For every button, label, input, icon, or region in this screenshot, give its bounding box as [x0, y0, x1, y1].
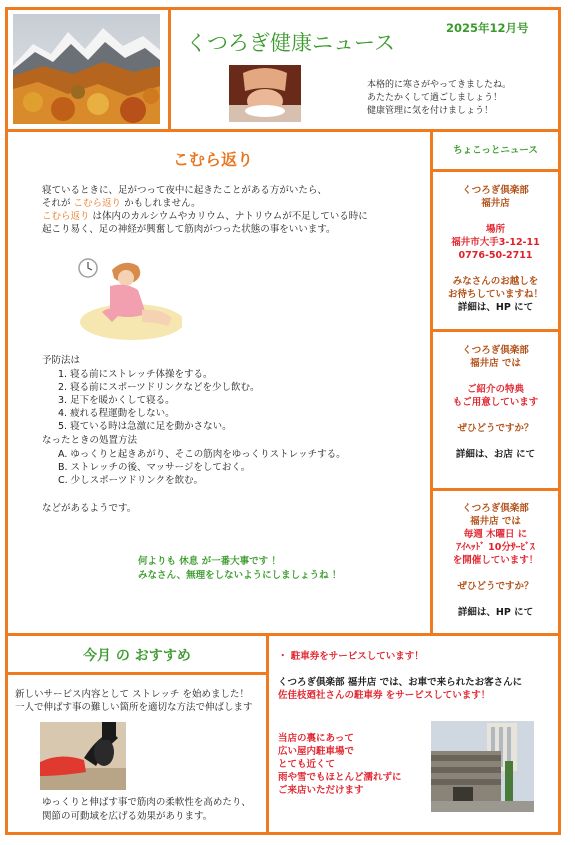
box3-line-3: を開催しています！ — [452, 555, 539, 566]
box1-detail: 詳細は、HP にて — [457, 302, 534, 313]
intro-line-2: それが こむら返り かもしれません。 — [42, 198, 201, 209]
issue-date: 2025年12月号 — [446, 21, 529, 35]
parking-line-2: 佐佳枝廼社さんの駐車券 をサービスしています！ — [278, 690, 491, 701]
treatment-title: なったときの処置方法 — [42, 435, 138, 446]
box3-line-1: 毎週 木曜日 に — [463, 529, 528, 540]
facial-massage-photo — [229, 65, 301, 122]
box1-welcome-1: みなさんのお越しを — [452, 276, 539, 287]
message-line-1: 何よりも 休息 が一番大事です ！ — [138, 556, 281, 567]
autumn-mountain-photo — [13, 14, 160, 124]
greeting-line-3: 健康管理に気を付けましょう！ — [367, 106, 494, 116]
effect-line-1: ゆっくりと伸ばす事で筋肉の柔軟性を高めたり、 — [42, 797, 251, 808]
box1-shop-branch: 福井店 — [481, 198, 510, 209]
prevention-item-3: 3. 足下を暖かくして寝る。 — [58, 395, 175, 406]
recommend-line-1: 新しいサービス内容として ストレッチ を始めました！ — [15, 689, 249, 700]
treatment-item-b: B. ストレッチの後、マッサージをしておく。 — [58, 462, 251, 473]
recommend-line-2: 一人で伸ばす事の難しい箇所を適切な方法で伸ばします — [15, 702, 253, 713]
article-closing: などがあるようです。 — [42, 503, 137, 514]
parking-desc-1: 当店の裏にあって — [278, 733, 354, 744]
prevention-title: 予防法は — [42, 355, 81, 366]
prevention-item-2: 2. 寝る前にスポーツドリンクなどを少し飲む。 — [58, 382, 260, 393]
box1-shop-name: くつろぎ倶楽部 — [462, 185, 529, 196]
sidebar-heading: ちょこっとニュース — [453, 145, 538, 156]
sidebar-box-3-content — [433, 502, 558, 619]
message-line-2: みなさん、無理をしないようにしましょうね ！ — [138, 570, 342, 581]
parking-title: ・ 駐車券をサービスしています！ — [278, 651, 424, 662]
box2-detail: 詳細は、お店 にて — [455, 449, 536, 460]
parking-desc-3: とても近くて — [278, 759, 336, 770]
greeting-line-2: あたたかくして過ごしましょう！ — [367, 93, 503, 103]
parking-building-photo — [431, 721, 534, 812]
article-title: こむら返り — [173, 150, 254, 169]
recommend-title: 今月 の おすすめ — [83, 648, 191, 664]
newsletter-title: くつろぎ健康ニュース — [186, 31, 395, 55]
box1-phone: 0776-50-2711 — [458, 250, 533, 261]
prevention-item-1: 1. 寝る前にストレッチ体操をする。 — [58, 369, 213, 380]
parking-desc-5: ご来店いただけます — [278, 785, 364, 796]
intro-line-1: 寝ているときに、足がつって夜中に起きたことがある方がいたら、 — [42, 185, 327, 196]
box2-offer-1: ご紹介の特典 — [466, 384, 524, 395]
box1-welcome-2: お待ちしていますね！ — [447, 289, 543, 300]
box2-shop-branch: 福井店 では — [470, 358, 521, 369]
treatment-item-a: A. ゆっくりと起きあがり、そこの筋肉をゆっくりストレッチする。 — [58, 449, 346, 460]
stretch-photo — [40, 722, 126, 790]
box3-shop-branch: 福井店 では — [470, 516, 521, 527]
prevention-item-4: 4. 疲れる程運動をしない。 — [58, 408, 175, 419]
box2-ask: ぜひどうですか？ — [457, 423, 534, 434]
effect-line-2: 関節の可動域を広げる効果があります。 — [42, 811, 213, 822]
box3-detail: 詳細は、HP にて — [457, 607, 534, 618]
parking-desc-4: 雨や雪でもほとんど濡れずに — [278, 772, 402, 783]
treatment-item-c: C. 少しスポーツドリンクを飲む。 — [58, 475, 204, 486]
box3-ask: ぜひどうですか？ — [457, 581, 534, 592]
cramp-illustration — [72, 252, 182, 342]
sidebar-box-2-content — [433, 344, 558, 461]
sidebar-box-1-content — [433, 184, 558, 314]
parking-desc-2: 広い屋内駐車場で — [278, 746, 355, 757]
box3-line-2: ｱｲﾍｯﾄﾞ 10分ｻｰﾋﾞｽ — [456, 542, 535, 553]
box1-place-label: 場所 — [485, 224, 505, 235]
intro-line-4: 起こり易く、足の神経が興奮して筋肉がつった状態の事をいいます。 — [42, 224, 336, 235]
intro-line-3: こむら返り は体内のカルシウムやカリウム、ナトリウムが不足している時に — [42, 211, 368, 222]
prevention-item-5: 5. 寝ている時は急激に足を動かさない。 — [58, 421, 232, 432]
parking-line-1: くつろぎ倶楽部 福井店 では、お車で来られたお客さんに — [278, 677, 523, 688]
box2-offer-2: もご用意しています — [452, 397, 539, 408]
box3-shop-name: くつろぎ倶楽部 — [462, 503, 529, 514]
greeting-line-1: 本格的に寒さがやってきましたね。 — [367, 80, 512, 90]
box2-shop-name: くつろぎ倶楽部 — [462, 345, 529, 356]
box1-address: 福井市大手3-12-11 — [451, 237, 540, 248]
